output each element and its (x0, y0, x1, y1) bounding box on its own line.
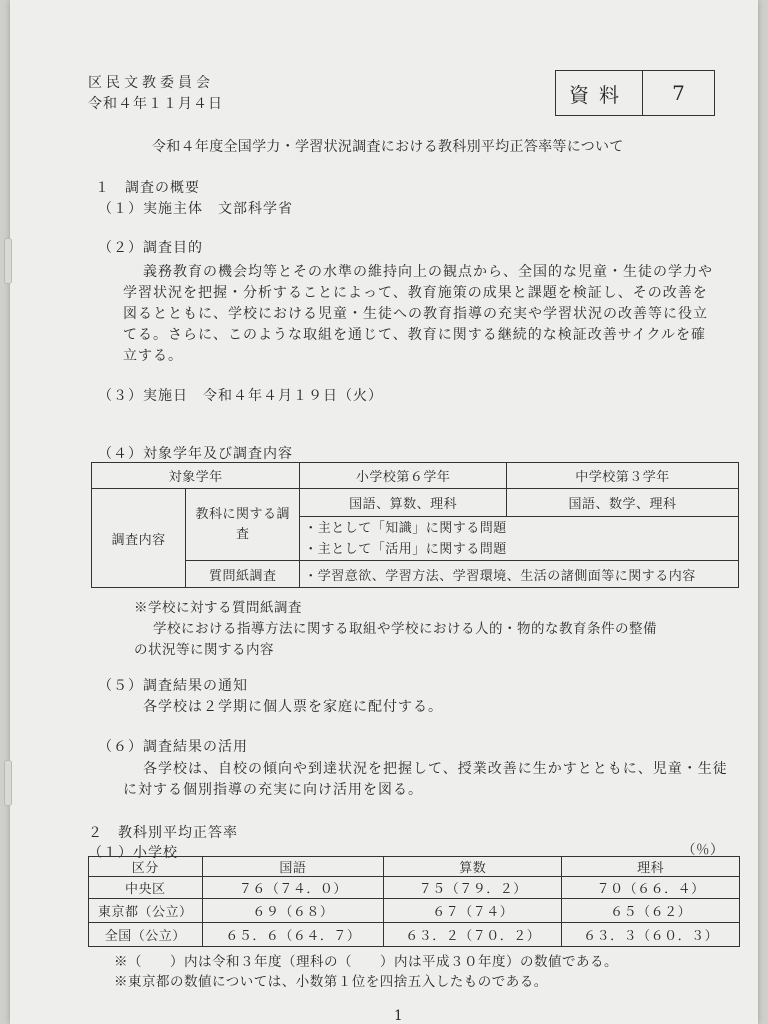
elementary-heading: （１）小学校 (88, 845, 178, 861)
header-junior-high: 中学校第３学年 (507, 463, 739, 489)
utilization-line-2: に対する個別指導の充実に向け活用を図る。 (123, 782, 423, 798)
survey-content-label: 調査内容 (92, 489, 186, 588)
section2-heading: ２ 教科別平均正答率 (88, 825, 238, 841)
target-heading: （４）対象学年及び調査内容 (98, 446, 293, 462)
questionnaire-content: ・学習意欲、学習方法、学習環境、生活の諸側面等に関する内容 (300, 561, 739, 588)
row-label: 全国（公立） (89, 923, 203, 947)
table-row (89, 899, 740, 923)
document-label: 資料 (556, 71, 643, 115)
document-page (10, 0, 758, 1024)
table-note-1: ※（ ）内は令和３年度（理科の（ ）内は平成３０年度）の数値である。 (114, 954, 618, 970)
document-number-box (555, 70, 715, 116)
percent-unit: （％） (682, 842, 724, 858)
row-label: 東京都（公立） (89, 899, 203, 923)
table-cell: ６９（６８） (202, 899, 384, 923)
page-number: 1 (394, 1008, 404, 1024)
binder-hole-bottom (4, 760, 12, 806)
binder-hole-top (4, 238, 12, 284)
table-cell: ７５（７９．２） (384, 877, 562, 899)
table-row (89, 923, 740, 947)
questionnaire-label: 質問紙調査 (186, 561, 300, 588)
table-cell: ６７（７４） (384, 899, 562, 923)
col-header-math: 算数 (384, 857, 562, 877)
application-item: ・主として「活用」に関する問題 (304, 541, 507, 557)
document-title: 令和４年度全国学力・学習状況調査における教科別平均正答率等について (152, 139, 624, 155)
utilization-line-1: 各学校は、自校の傾向や到達状況を把握して、授業改善に生かすとともに、児童・生徒 (143, 761, 728, 777)
purpose-line-2: 学習状況を把握・分析することによって、教育施策の成果と課題を検証し、その改善を (123, 285, 708, 301)
purpose-line-4: てる。さらに、このような取組を通じて、教育に関する継続的な検証改善サイクルを確 (123, 327, 707, 343)
implementing-body: （１）実施主体 文部科学省 (98, 201, 293, 217)
notification-heading: （５）調査結果の通知 (98, 678, 248, 694)
col-header-science: 理科 (562, 857, 740, 877)
col-header-japanese: 国語 (202, 857, 384, 877)
header-target-grade: 対象学年 (92, 463, 300, 489)
committee-name: 区民文教委員会 (88, 75, 214, 91)
school-questionnaire-note: ※学校に対する質問紙調査 (134, 600, 302, 616)
section1-heading: １ 調査の概要 (95, 180, 200, 196)
elementary-subjects: 国語、算数、理科 (300, 489, 507, 517)
table-cell: ６５（６２） (562, 899, 740, 923)
purpose-line-5: 立する。 (123, 348, 183, 364)
col-header-category: 区分 (89, 857, 203, 877)
utilization-heading: （６）調査結果の活用 (98, 739, 248, 755)
row-label: 中央区 (89, 877, 203, 899)
subject-survey-label: 教科に関する調査 (186, 489, 300, 561)
table-cell: ６３．３（６０．３） (562, 923, 740, 947)
table-cell: ６３．２（７０．２） (384, 923, 562, 947)
table-cell: ７６（７４．０） (202, 877, 384, 899)
notification-text: 各学校は２学期に個人票を家庭に配付する。 (143, 699, 443, 715)
school-questionnaire-detail-1: 学校における指導方法に関する取組や学校における人的・物的な教育条件の整備 (153, 621, 657, 637)
purpose-heading: （２）調査目的 (98, 240, 203, 256)
purpose-line-3: 図るとともに、学校における児童・生徒への教育指導の充実や学習状況の改善等に役立 (123, 306, 708, 322)
school-questionnaire-detail-2: の状況等に関する内容 (134, 642, 274, 658)
table-row (89, 877, 740, 899)
subject-survey-items (300, 517, 739, 561)
purpose-line-1: 義務教育の機会均等とその水準の維持向上の観点から、全国的な児童・生徒の学力や (143, 264, 713, 280)
document-number: 7 (672, 81, 685, 105)
elementary-score-table (88, 856, 740, 947)
junior-high-subjects: 国語、数学、理科 (507, 489, 739, 517)
table-note-2: ※東京都の数値については、小数第１位を四捨五入したものである。 (114, 974, 548, 990)
implementation-date: （３）実施日 令和４年４月１９日（火） (98, 388, 383, 404)
header-elementary: 小学校第６学年 (300, 463, 507, 489)
table-cell: ７０（６６．４） (562, 877, 740, 899)
knowledge-item: ・主として「知識」に関する問題 (304, 520, 507, 536)
document-date: 令和４年１１月４日 (88, 96, 223, 112)
table-cell: ６５．６（６４．７） (202, 923, 384, 947)
survey-content-table (91, 462, 739, 588)
